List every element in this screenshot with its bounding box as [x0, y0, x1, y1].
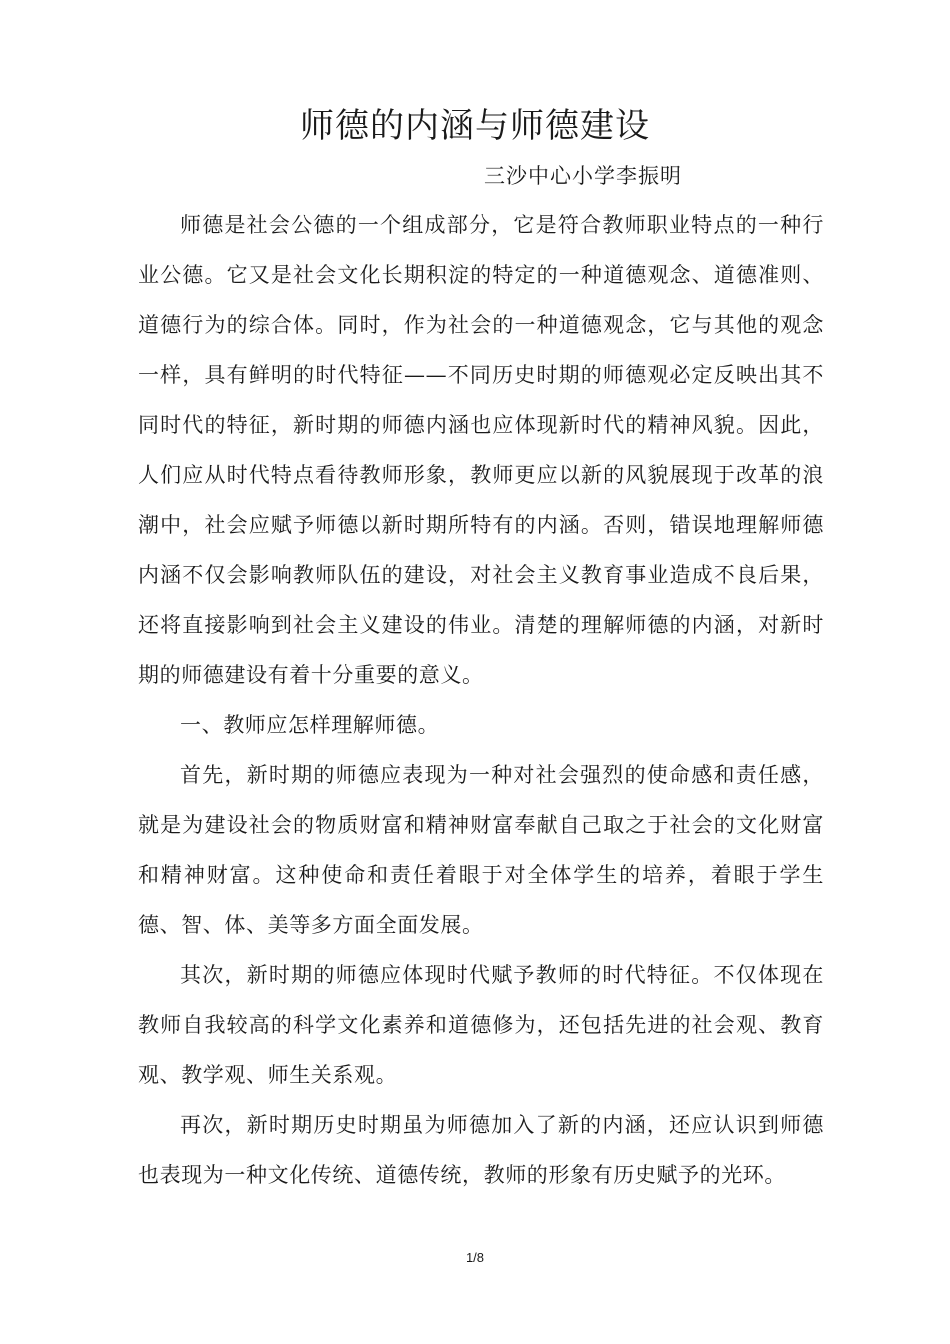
page-number: 1/8	[465, 1250, 485, 1265]
paragraph-first: 首先，新时期的师德应表现为一种对社会强烈的使命感和责任感，就是为建设社会的物质财富和精神财富奉献自己取之于社会的文化财富和精神财富。这种使命和责任着眼于对全体学生的培养，着眼于学生德、智、体、美等多方面全面发展。	[138, 763, 824, 937]
author-line: 三沙中心小学李振明	[484, 164, 682, 188]
document-title: 师德的内涵与师德建设	[300, 106, 650, 146]
paragraph-third: 再次，新时期历史时期虽为师德加入了新的内涵，还应认识到师德也表现为一种文化传统、道德传统，教师的形象有历史赋予的光环。	[138, 1113, 824, 1187]
section-heading: 一、教师应怎样理解师德。	[180, 713, 440, 737]
document-body	[138, 200, 824, 1200]
paragraph-intro: 师德是社会公德的一个组成部分，它是符合教师职业特点的一种行业公德。它又是社会文化长期积淀的特定的一种道德观念、道德准则、道德行为的综合体。同时，作为社会的一种道德观念，它与其他的观念一样，具有鲜明的时代特征——不同历史时期的师德观必定反映出其不同时代的特征，新时期的师德内涵也应体现新时代的精神风貌。因此，人们应从时代特点看待教师形象，教师更应以新的风貌展现于改革的浪潮中，社会应赋予师德以新时期所特有的内涵。否则，错误地理解师德内涵不仅会影响教师队伍的建设，对社会主义教育事业造成不良后果，还将直接影响到社会主义建设的伟业。清楚的理解师德的内涵，对新时期的师德建设有着十分重要的意义。	[138, 213, 824, 687]
paragraph-second: 其次，新时期的师德应体现时代赋予教师的时代特征。不仅体现在教师自我较高的科学文化素养和道德修为，还包括先进的社会观、教育观、教学观、师生关系观。	[138, 963, 824, 1087]
